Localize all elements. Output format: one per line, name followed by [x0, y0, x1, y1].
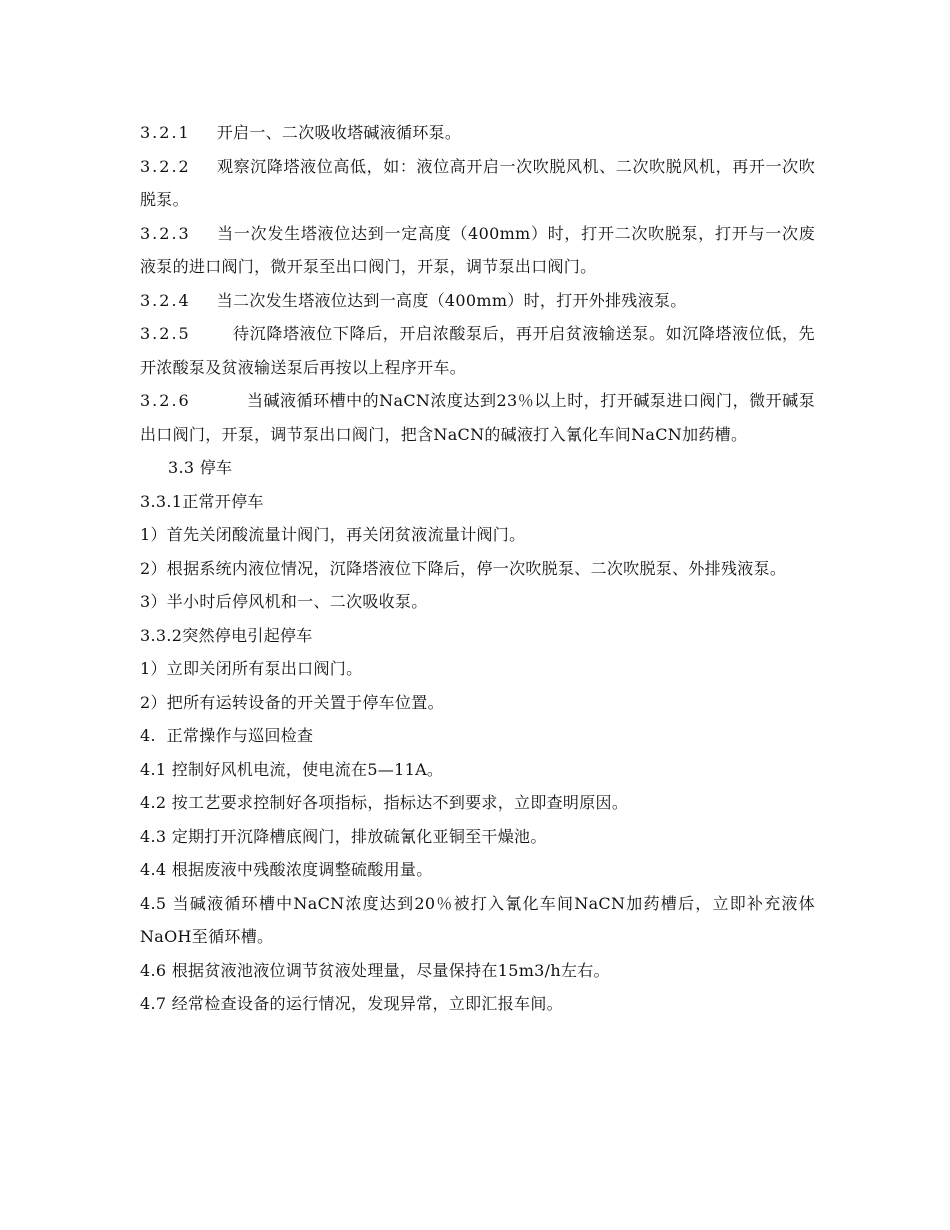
list-item: 3）半小时后停风机和一、二次吸收泵。 [140, 592, 428, 611]
paragraph-3-2-2 [140, 150, 815, 217]
paragraph-4-3: 4.3 定期打开沉降槽底阀门，排放硫氰化亚铜至干燥池。 [140, 826, 547, 846]
list-item: 2）把所有运转设备的开关置于停车位置。 [140, 692, 444, 712]
paragraph-text: 观察沉降塔液位高低，如：液位高开启一次吹脱风机、二次吹脱风机，再开一次吹脱泵。 [140, 156, 815, 209]
paragraph-text: 待沉降塔液位下降后，开启浓酸泵后，再开启贫液输送泵。如沉降塔液位低，先开浓酸泵及贫液输送泵后再按以上程序开车。 [140, 324, 815, 377]
section-number: 3.2.3 [140, 223, 191, 243]
paragraph-4-6: 4.6 根据贫液池液位调节贫液处理量，尽量保持在15m3/h左右。 [140, 960, 610, 980]
list-item: 1）首先关闭酸流量计阀门，再关闭贫液流量计阀门。 [140, 525, 526, 544]
section-number: 3.2.1 [140, 123, 191, 142]
paragraph-4-7: 4.7 经常检查设备的运行情况，发现异常，立即汇报车间。 [140, 994, 563, 1013]
paragraph-4-5: 4.5 当碱液循环槽中NaCN浓度达到20％被打入氰化车间NaCN加药槽后，立即补充液体NaOH至循环槽。 [140, 893, 815, 946]
paragraph-text: 当一次发生塔液位达到一定高度（400mm）时，打开二次吹脱泵，打开与一次废液泵的进口阀门，微开泵至出口阀门，开泵，调节泵出口阀门。 [140, 223, 815, 276]
subsection-heading-3-3-2: 3.3.2突然停电引起停车 [140, 625, 313, 645]
paragraph-3-2-6 [140, 384, 815, 451]
paragraph-3-2-3 [140, 217, 815, 284]
paragraph-4-1: 4.1 控制好风机电流，使电流在5—11A。 [140, 759, 444, 779]
paragraph-text: 当碱液循环槽中的NaCN浓度达到23％以上时，打开碱泵进口阀门，微开碱泵出口阀门，开泵，调节泵出口阀门，把含NaCN的碱液打入氰化车间NaCN加药槽。 [140, 391, 815, 444]
paragraph-3-2-4 [140, 284, 815, 318]
list-item: 1）立即关闭所有泵出口阀门。 [140, 659, 363, 678]
document-body [140, 116, 815, 1021]
section-heading-4: 4. 正常操作与巡回检查 [140, 726, 314, 745]
paragraph-3-2-5 [140, 317, 815, 384]
paragraph-text: 开启一、二次吸收塔碱液循环泵。 [216, 123, 462, 142]
paragraph-text: 当二次发生塔液位达到一高度（400mm）时，打开外排残液泵。 [216, 290, 687, 310]
section-number: 3.2.5 [140, 324, 191, 343]
paragraph-4-4: 4.4 根据废液中残酸浓度调整硫酸用量。 [140, 860, 433, 879]
list-item: 2）根据系统内液位情况，沉降塔液位下降后，停一次吹脱泵、二次吹脱泵、外排残液泵。 [140, 558, 787, 578]
section-heading-3-3: 3.3 停车 [168, 458, 233, 477]
paragraph-4-2: 4.2 按工艺要求控制好各项指标，指标达不到要求，立即查明原因。 [140, 793, 629, 812]
subsection-heading-3-3-1: 3.3.1正常开停车 [140, 491, 264, 511]
paragraph-3-2-1 [140, 116, 815, 150]
section-number: 3.2.2 [140, 156, 191, 176]
section-number: 3.2.6 [140, 391, 191, 410]
section-number: 3.2.4 [140, 290, 191, 310]
